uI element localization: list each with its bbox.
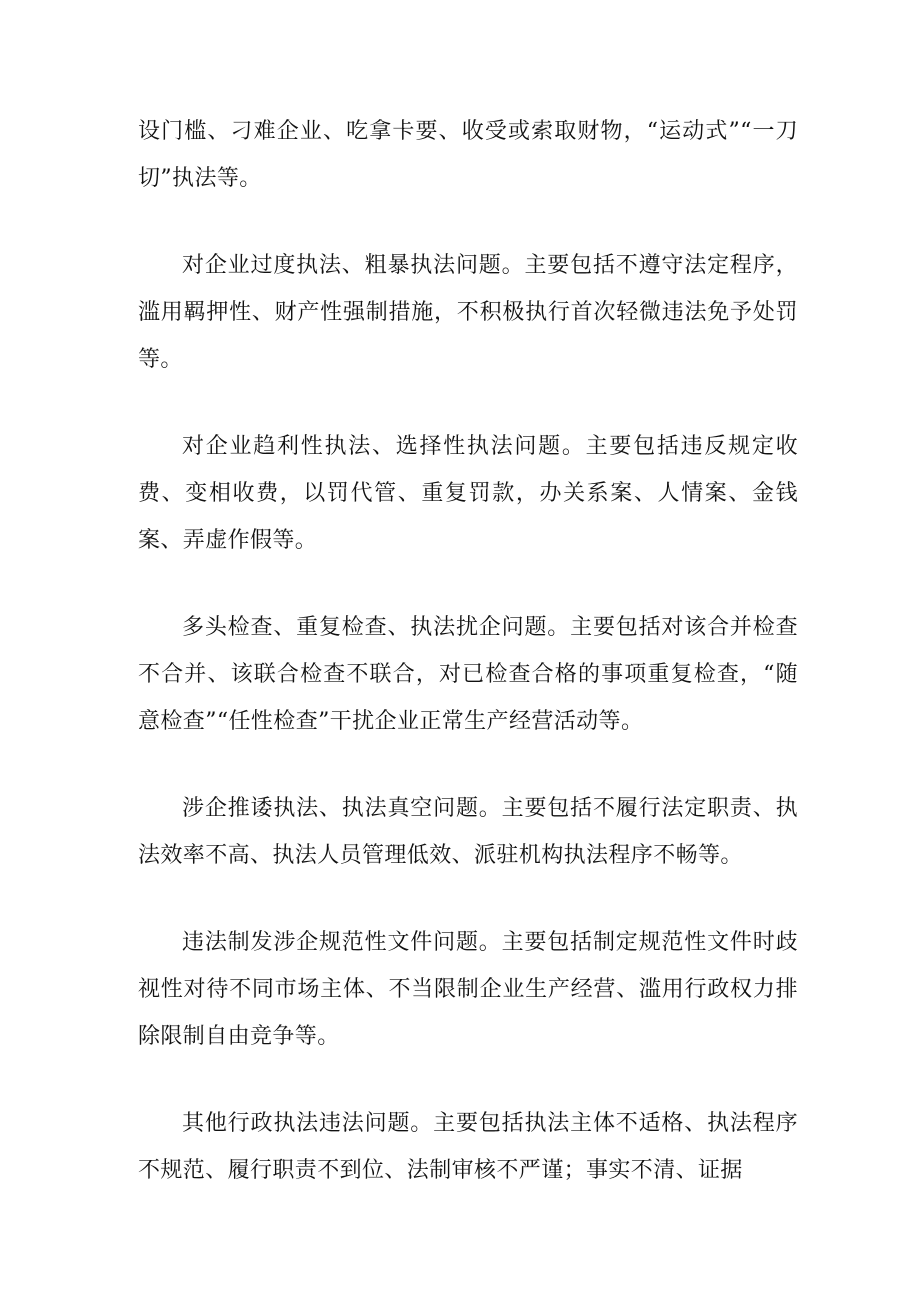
paragraph-normative-documents: 违法制发涉企规范性文件问题。主要包括制定规范性文件时歧视性对待不同市场主体、不当限制企业生产经营、滥用行政权力排除限制自由竞争等。 — [138, 930, 798, 1049]
document-body — [138, 108, 798, 1234]
paragraph-enforcement-vacuum: 涉企推诿执法、执法真空问题。主要包括不履行法定职责、执法效率不高、执法人员管理低效、派驻机构执法程序不畅等。 — [138, 796, 798, 868]
paragraph-excessive-enforcement: 对企业过度执法、粗暴执法问题。主要包括不遵守法定程序，滥用羁押性、财产性强制措施，不积极执行首次轻微违法免予处罚等。 — [138, 253, 798, 372]
paragraph-continuation: 设门槛、刁难企业、吃拿卡要、收受或索取财物，“运动式”“一刀切”执法等。 — [138, 119, 798, 191]
paragraph-repeated-inspections: 多头检查、重复检查、执法扰企问题。主要包括对该合并检查不合并、该联合检查不联合，对已检查合格的事项重复检查，“随意检查”“任性检查”干扰企业正常生产经营活动等。 — [138, 615, 798, 734]
paragraph-profit-driven-enforcement: 对企业趋利性执法、选择性执法问题。主要包括违反规定收费、变相收费，以罚代管、重复罚款，办关系案、人情案、金钱案、弄虚作假等。 — [138, 434, 798, 553]
paragraph-other-violations: 其他行政执法违法问题。主要包括执法主体不适格、执法程序不规范、履行职责不到位、法制审核不严谨；事实不清、证据 — [138, 1111, 798, 1183]
